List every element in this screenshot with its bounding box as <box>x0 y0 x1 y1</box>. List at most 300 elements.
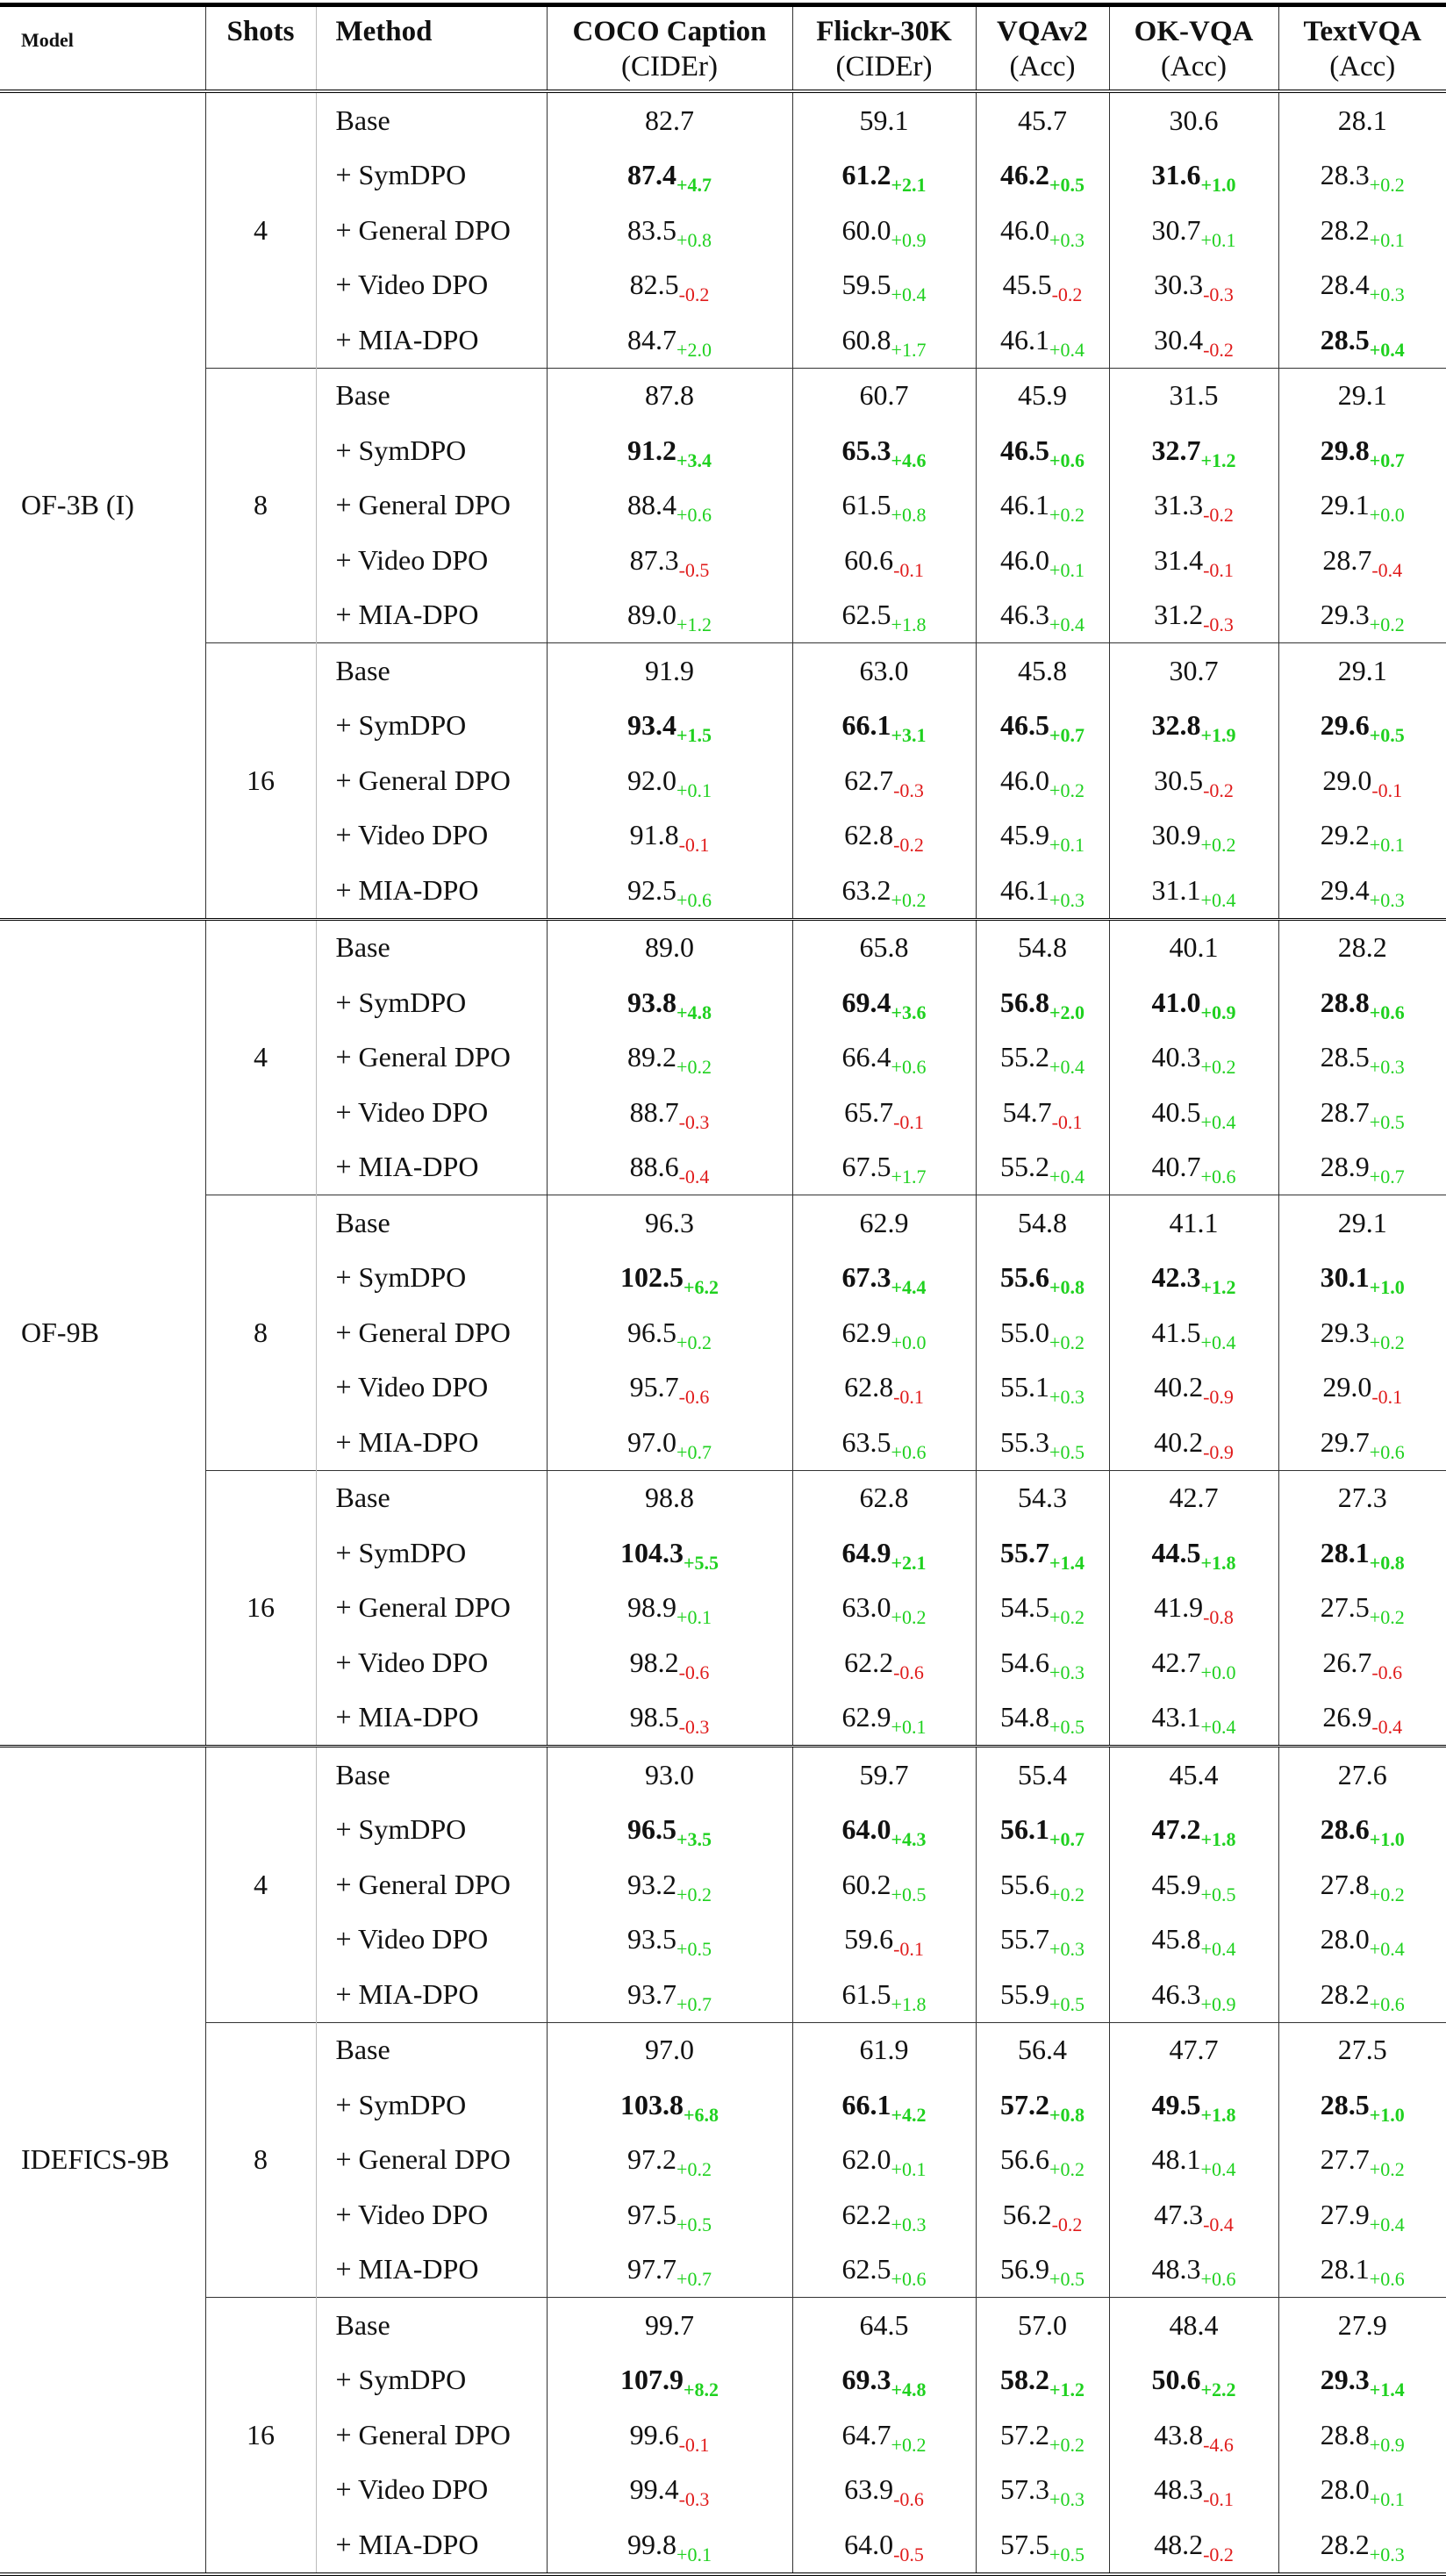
score-value: 56.6 <box>1000 2143 1050 2176</box>
results-table <box>0 3 1446 2576</box>
score-delta: +3.6 <box>891 1001 927 1023</box>
score-delta: +0.2 <box>1049 1606 1084 1629</box>
score-delta: -0.5 <box>893 2543 924 2565</box>
score-delta: +0.5 <box>1049 174 1085 197</box>
score-value: 46.1 <box>1000 873 1050 906</box>
score-cell <box>792 203 976 258</box>
table-row <box>0 1470 1446 1525</box>
score-delta: +0.4 <box>1049 338 1084 361</box>
score-cell <box>547 312 792 368</box>
score-cell <box>792 808 976 864</box>
score-cell <box>1109 2077 1278 2133</box>
method-cell: Base <box>316 1747 547 1803</box>
score-cell <box>1278 203 1446 258</box>
score-delta: -0.1 <box>893 558 924 581</box>
score-delta: -0.1 <box>1371 779 1403 801</box>
score-value: 55.6 <box>999 1261 1049 1294</box>
column-name: VQAv2 <box>997 16 1088 47</box>
score-cell <box>792 643 976 699</box>
score-delta: +2.1 <box>891 1551 927 1574</box>
score-cell <box>976 1857 1109 1912</box>
score-delta: -0.3 <box>893 779 924 801</box>
score-cell <box>547 1305 792 1360</box>
score-cell <box>976 1415 1109 1470</box>
score-value: 45.8 <box>1018 654 1067 686</box>
score-cell <box>1278 753 1446 808</box>
shots-cell: 4 <box>205 91 316 368</box>
score-delta: +0.7 <box>676 2268 712 2291</box>
method-cell: Base <box>316 2022 547 2077</box>
score-cell <box>976 312 1109 368</box>
score-delta: +1.0 <box>1200 174 1236 197</box>
score-delta: -0.2 <box>1051 283 1083 306</box>
score-delta: +0.4 <box>1049 1166 1084 1188</box>
score-value: 29.6 <box>1320 709 1370 742</box>
score-delta: +0.3 <box>1049 228 1084 251</box>
score-value: 48.1 <box>1151 2143 1201 2176</box>
score-delta: +0.7 <box>1369 1166 1405 1188</box>
score-cell <box>1109 478 1278 534</box>
score-cell <box>976 1912 1109 1968</box>
method-cell: + SymDPO <box>316 2077 547 2133</box>
score-value: 47.7 <box>1169 2034 1219 2066</box>
score-value: 31.2 <box>1154 599 1204 631</box>
score-cell <box>1109 2022 1278 2077</box>
score-value: 98.9 <box>627 1591 677 1624</box>
score-cell <box>792 2242 976 2298</box>
score-cell <box>792 1140 976 1195</box>
score-cell <box>547 1415 792 1470</box>
score-delta: +0.8 <box>1049 2103 1085 2126</box>
score-value: 29.4 <box>1320 873 1370 906</box>
score-delta: +0.6 <box>1200 1166 1236 1188</box>
score-delta: +0.5 <box>1200 1883 1236 1905</box>
score-cell <box>792 919 976 975</box>
score-value: 31.4 <box>1154 543 1204 576</box>
score-value: 93.5 <box>627 1923 677 1955</box>
score-value: 31.1 <box>1151 873 1201 906</box>
method-cell: + Video DPO <box>316 258 547 313</box>
score-delta: +0.6 <box>1369 2268 1405 2291</box>
score-delta: -0.3 <box>678 1110 710 1133</box>
score-delta: +0.2 <box>1049 1331 1084 1353</box>
score-cell <box>1278 1470 1446 1525</box>
score-delta: +0.1 <box>676 1606 712 1629</box>
method-cell: + Video DPO <box>316 533 547 588</box>
score-cell <box>1278 808 1446 864</box>
score-value: 40.5 <box>1151 1095 1201 1128</box>
method-cell: + MIA-DPO <box>316 1967 547 2022</box>
score-value: 64.9 <box>841 1536 891 1568</box>
score-value: 29.3 <box>1320 1316 1370 1348</box>
score-value: 57.2 <box>1000 2418 1050 2450</box>
score-cell <box>1109 1085 1278 1140</box>
score-cell <box>1109 1195 1278 1251</box>
score-delta: +0.3 <box>1369 888 1405 911</box>
header-shots: Shots <box>205 5 316 92</box>
score-cell <box>1278 368 1446 423</box>
score-value: 93.7 <box>627 1977 677 2010</box>
score-value: 28.0 <box>1320 1923 1370 1955</box>
score-value: 55.6 <box>1000 1868 1050 1900</box>
score-delta: +6.8 <box>683 2103 719 2126</box>
score-delta: +1.8 <box>1200 2103 1236 2126</box>
score-delta: +8.2 <box>683 2379 719 2401</box>
score-value: 27.5 <box>1320 1591 1370 1624</box>
score-cell <box>1109 753 1278 808</box>
score-delta: +5.5 <box>683 1551 719 1574</box>
score-cell <box>1109 1967 1278 2022</box>
score-delta: +4.3 <box>891 1828 927 1851</box>
score-value: 64.0 <box>841 1813 891 1846</box>
score-value: 64.5 <box>859 2308 909 2341</box>
score-value: 54.7 <box>1002 1095 1052 1128</box>
score-delta: +0.0 <box>1369 504 1405 527</box>
score-value: 65.3 <box>841 434 891 466</box>
method-cell: + SymDPO <box>316 423 547 478</box>
score-value: 28.7 <box>1320 1095 1370 1128</box>
score-cell <box>547 2353 792 2408</box>
score-cell <box>1109 1305 1278 1360</box>
score-cell <box>792 533 976 588</box>
score-delta: +0.6 <box>1369 1992 1405 2015</box>
score-value: 93.0 <box>645 1758 694 1790</box>
model-cell: IDEFICS-9B <box>0 1747 205 2574</box>
score-delta: +0.6 <box>891 2268 927 2291</box>
score-value: 56.4 <box>1018 2034 1067 2066</box>
score-value: 92.0 <box>627 764 677 796</box>
score-value: 55.9 <box>1000 1977 1050 2010</box>
score-delta: +0.4 <box>1049 1056 1084 1079</box>
score-value: 26.9 <box>1322 1701 1372 1733</box>
score-value: 56.8 <box>999 986 1049 1018</box>
score-cell <box>792 1415 976 1470</box>
score-cell <box>547 2133 792 2188</box>
score-cell <box>547 1912 792 1968</box>
score-value: 55.3 <box>1000 1425 1050 1458</box>
column-name: OK-VQA <box>1134 16 1254 47</box>
score-cell <box>1109 148 1278 204</box>
method-cell: Base <box>316 1470 547 1525</box>
score-cell <box>1278 699 1446 754</box>
score-cell <box>792 1912 976 1968</box>
score-cell <box>1109 1635 1278 1690</box>
score-value: 66.1 <box>841 2088 891 2120</box>
score-delta: -0.1 <box>678 2433 710 2456</box>
score-delta: +0.3 <box>1049 1938 1084 1961</box>
score-cell <box>547 2407 792 2463</box>
score-delta: -0.2 <box>1203 338 1234 361</box>
score-value: 41.5 <box>1151 1316 1201 1348</box>
score-cell <box>976 258 1109 313</box>
score-cell <box>547 1360 792 1416</box>
score-cell <box>792 2077 976 2133</box>
score-value: 54.3 <box>1018 1482 1067 1514</box>
column-name: COCO Caption <box>572 16 767 47</box>
score-cell <box>792 2187 976 2242</box>
score-cell <box>976 2353 1109 2408</box>
score-delta: -0.4 <box>1371 558 1403 581</box>
score-cell <box>1278 2463 1446 2518</box>
score-delta: +0.2 <box>1049 779 1084 801</box>
score-cell <box>547 975 792 1030</box>
score-value: 98.2 <box>629 1646 679 1678</box>
score-cell <box>976 1747 1109 1803</box>
header-textvqa <box>1278 5 1446 92</box>
score-value: 93.4 <box>626 709 676 742</box>
score-cell <box>1109 368 1278 423</box>
method-cell: + MIA-DPO <box>316 2242 547 2298</box>
score-value: 89.2 <box>627 1041 677 1073</box>
score-cell <box>1109 863 1278 919</box>
score-delta: +0.3 <box>1049 888 1084 911</box>
score-delta: +1.7 <box>891 338 927 361</box>
score-cell <box>976 2022 1109 2077</box>
score-value: 29.3 <box>1320 599 1370 631</box>
score-value: 27.8 <box>1320 1868 1370 1900</box>
score-delta: +0.1 <box>1369 834 1405 857</box>
score-cell <box>547 1967 792 2022</box>
score-value: 62.8 <box>859 1482 909 1514</box>
score-value: 27.9 <box>1320 2198 1370 2230</box>
score-cell <box>547 919 792 975</box>
score-value: 28.1 <box>1320 2253 1370 2285</box>
score-cell <box>792 2463 976 2518</box>
score-cell <box>1109 1470 1278 1525</box>
score-cell <box>547 1857 792 1912</box>
score-cell <box>792 258 976 313</box>
score-cell <box>792 2517 976 2574</box>
score-cell <box>1278 2242 1446 2298</box>
table-row <box>0 643 1446 699</box>
column-name: TextVQA <box>1303 16 1421 47</box>
score-value: 43.1 <box>1151 1701 1201 1733</box>
score-cell <box>547 91 792 148</box>
shots-cell: 8 <box>205 2022 316 2298</box>
score-delta: -0.3 <box>1203 283 1234 306</box>
score-delta: -0.1 <box>678 834 710 857</box>
score-delta: -0.4 <box>1371 1716 1403 1739</box>
score-delta: +1.8 <box>1200 1828 1236 1851</box>
score-value: 55.4 <box>1018 1758 1067 1790</box>
score-cell <box>1278 1195 1446 1251</box>
score-value: 46.0 <box>1000 764 1050 796</box>
score-delta: +0.2 <box>676 1056 712 1079</box>
score-cell <box>1109 1912 1278 1968</box>
score-cell <box>1109 2407 1278 2463</box>
score-delta: +1.2 <box>1200 1276 1236 1299</box>
score-delta: -0.4 <box>678 1166 710 1188</box>
score-value: 46.5 <box>999 709 1049 742</box>
score-delta: +0.2 <box>1200 834 1236 857</box>
score-value: 57.5 <box>1000 2528 1050 2560</box>
score-value: 69.3 <box>841 2364 891 2396</box>
table-row <box>0 1195 1446 1251</box>
score-delta: -0.9 <box>1203 1386 1234 1409</box>
score-value: 99.4 <box>629 2473 679 2506</box>
method-cell: + Video DPO <box>316 1912 547 1968</box>
score-cell <box>792 863 976 919</box>
score-value: 42.3 <box>1151 1261 1201 1294</box>
score-value: 40.1 <box>1169 931 1219 964</box>
score-value: 41.0 <box>1151 986 1201 1018</box>
score-delta: -0.1 <box>893 1938 924 1961</box>
score-cell <box>792 1690 976 1747</box>
score-cell <box>1278 1690 1446 1747</box>
score-value: 57.2 <box>999 2088 1049 2120</box>
score-cell <box>1278 2353 1446 2408</box>
score-delta: +1.0 <box>1369 2103 1405 2126</box>
score-cell <box>1109 975 1278 1030</box>
method-cell: + General DPO <box>316 203 547 258</box>
score-value: 55.0 <box>1000 1316 1050 1348</box>
score-value: 55.2 <box>1000 1041 1050 1073</box>
score-cell <box>792 1747 976 1803</box>
score-value: 49.5 <box>1151 2088 1201 2120</box>
score-value: 42.7 <box>1169 1482 1219 1514</box>
score-value: 95.7 <box>629 1371 679 1403</box>
score-value: 26.7 <box>1322 1646 1372 1678</box>
score-delta: +0.6 <box>1200 2268 1236 2291</box>
score-value: 60.2 <box>841 1868 891 1900</box>
score-delta: -0.2 <box>678 283 710 306</box>
method-cell: + Video DPO <box>316 2187 547 2242</box>
score-delta: +0.3 <box>1369 2543 1405 2565</box>
score-delta: -0.1 <box>1203 2488 1234 2511</box>
score-value: 99.6 <box>629 2418 679 2450</box>
score-value: 28.1 <box>1337 104 1387 136</box>
score-cell <box>1109 2133 1278 2188</box>
score-cell <box>1278 2077 1446 2133</box>
score-cell <box>1278 1857 1446 1912</box>
score-delta: +0.4 <box>1200 1716 1236 1739</box>
score-delta: +0.2 <box>1369 614 1405 636</box>
score-cell <box>547 1525 792 1581</box>
score-value: 46.1 <box>1000 489 1050 521</box>
score-cell <box>547 423 792 478</box>
score-delta: -0.2 <box>893 834 924 857</box>
score-value: 62.0 <box>841 2143 891 2176</box>
score-delta: +0.4 <box>891 283 927 306</box>
score-cell <box>1278 1803 1446 1858</box>
score-value: 27.7 <box>1320 2143 1370 2176</box>
score-cell <box>792 1967 976 2022</box>
score-delta: +6.2 <box>683 1276 719 1299</box>
score-value: 29.1 <box>1337 654 1387 686</box>
score-cell <box>547 1140 792 1195</box>
score-cell <box>1278 1030 1446 1086</box>
score-cell <box>1278 2517 1446 2574</box>
score-value: 88.6 <box>629 1151 679 1183</box>
score-cell <box>547 203 792 258</box>
score-cell <box>976 2077 1109 2133</box>
column-metric: (Acc) <box>1160 51 1228 83</box>
score-value: 41.9 <box>1154 1591 1204 1624</box>
score-cell <box>1278 1912 1446 1968</box>
score-value: 62.8 <box>844 1371 894 1403</box>
score-value: 56.1 <box>999 1813 1049 1846</box>
score-delta: +0.6 <box>891 1056 927 1079</box>
score-cell <box>792 1305 976 1360</box>
method-cell: + SymDPO <box>316 148 547 204</box>
table-row <box>0 91 1446 148</box>
score-cell <box>792 2353 976 2408</box>
score-delta: -0.8 <box>1203 1606 1234 1629</box>
score-cell <box>1278 1581 1446 1636</box>
score-value: 96.5 <box>626 1813 676 1846</box>
score-delta: +0.2 <box>1200 1056 1236 1079</box>
score-cell <box>1278 478 1446 534</box>
score-value: 59.1 <box>859 104 909 136</box>
score-delta: +0.5 <box>891 1883 927 1905</box>
score-cell <box>1109 203 1278 258</box>
score-delta: +0.3 <box>1369 283 1405 306</box>
method-cell: + SymDPO <box>316 1251 547 1306</box>
score-value: 54.8 <box>1018 931 1067 964</box>
score-value: 87.3 <box>629 543 679 576</box>
score-delta: +0.7 <box>1369 448 1405 471</box>
score-cell <box>547 1251 792 1306</box>
score-delta: +0.1 <box>1369 2488 1405 2511</box>
score-delta: +0.7 <box>1049 1828 1085 1851</box>
score-cell <box>1278 2133 1446 2188</box>
score-delta: +0.8 <box>676 228 712 251</box>
score-value: 48.3 <box>1154 2473 1204 2506</box>
score-delta: +0.6 <box>891 1440 927 1463</box>
score-cell <box>1109 2298 1278 2353</box>
score-value: 62.9 <box>841 1701 891 1733</box>
model-cell: OF-3B (I) <box>0 91 205 919</box>
score-value: 54.5 <box>1000 1591 1050 1624</box>
shots-cell: 8 <box>205 1195 316 1471</box>
score-cell <box>792 699 976 754</box>
shots-cell: 16 <box>205 1470 316 1747</box>
method-cell: + MIA-DPO <box>316 1415 547 1470</box>
score-delta: +0.5 <box>676 1938 712 1961</box>
method-cell: + Video DPO <box>316 1360 547 1416</box>
score-cell <box>1278 1085 1446 1140</box>
score-cell <box>547 1085 792 1140</box>
score-value: 48.2 <box>1154 2528 1204 2560</box>
score-value: 45.4 <box>1169 1758 1219 1790</box>
score-value: 67.3 <box>841 1261 891 1294</box>
score-value: 48.3 <box>1151 2253 1201 2285</box>
score-cell <box>1109 1030 1278 1086</box>
header-method: Method <box>316 5 547 92</box>
score-value: 62.9 <box>841 1316 891 1348</box>
score-value: 61.2 <box>841 159 891 191</box>
score-cell <box>976 148 1109 204</box>
score-value: 91.9 <box>645 654 694 686</box>
score-value: 82.7 <box>645 104 694 136</box>
score-cell <box>792 1635 976 1690</box>
score-cell <box>1278 1415 1446 1470</box>
score-cell <box>976 975 1109 1030</box>
score-cell <box>976 2242 1109 2298</box>
score-value: 29.1 <box>1337 1206 1387 1238</box>
score-value: 28.1 <box>1320 1536 1370 1568</box>
table-row <box>0 2298 1446 2353</box>
score-delta: +0.2 <box>1049 1883 1084 1905</box>
score-value: 83.5 <box>627 213 677 246</box>
score-cell <box>1109 1140 1278 1195</box>
score-cell <box>792 1470 976 1525</box>
score-value: 98.8 <box>645 1482 694 1514</box>
score-value: 104.3 <box>619 1536 684 1568</box>
score-cell <box>792 1251 976 1306</box>
score-cell <box>547 1690 792 1747</box>
score-value: 29.3 <box>1320 2364 1370 2396</box>
